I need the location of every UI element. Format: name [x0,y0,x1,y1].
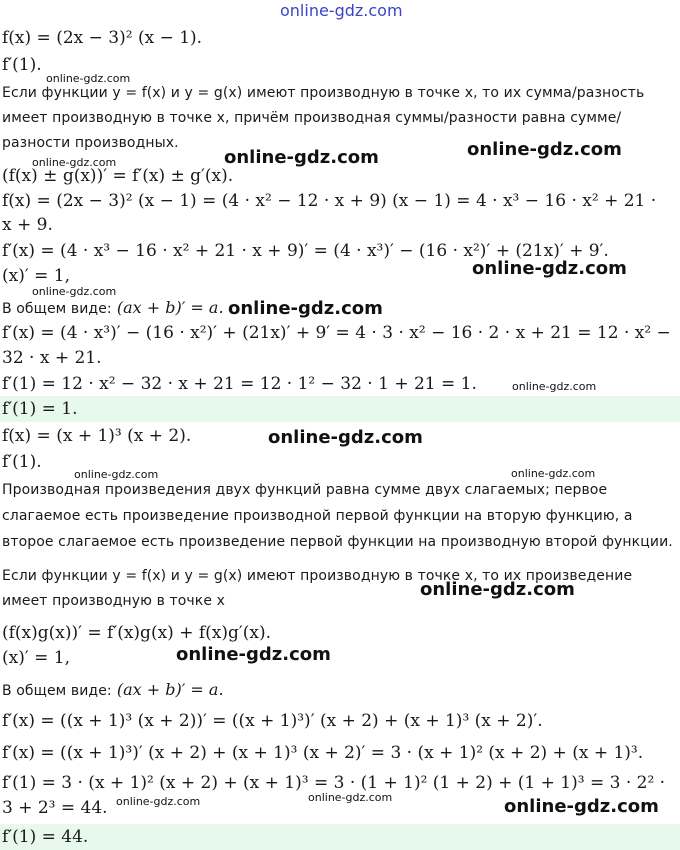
watermark: online-gdz.com [224,147,379,168]
part1-derivative-line: f′(x) = (4 · x³ − 16 · x² + 21 · x + 9)′ = (4 · x³)′ − (16 · x²)′ + (21x)′ + 9′. [2,241,609,261]
answer-highlight-1 [0,396,680,422]
watermark: online-gdz.com [116,795,201,808]
part2-derivative-calc: f′(x) = ((x + 1)³)′ (x + 2) + (x + 1)³ (x + 2)′ = 3 · (x + 1)² (x + 2) + (x + 1)³. [2,743,644,763]
part1-derivative-calc-line-2: 32 · x + 21. [2,348,102,368]
part1-general-formula: (ax + b)′ = a. [116,298,224,317]
part2-function: f(x) = (x + 1)³ (x + 2). [2,426,192,446]
part1-value-calc: f′(1) = 12 · x² − 32 · x + 21 = 12 · 1² − 32 · 1 + 21 = 1. [2,374,477,394]
part1-rule-line-2: имеет производную в точке x, причём производная суммы/разности равна сумме/ [2,110,622,126]
watermark: online-gdz.com [176,644,331,665]
part2-answer: f′(1) = 44. [2,827,89,847]
part2-general-formula: (ax + b)′ = a. [116,680,224,699]
watermark: online-gdz.com [511,467,596,480]
part2-general-label: В общем виде: [2,683,112,699]
watermark: online-gdz.com [228,298,383,319]
part1-rule-line-1: Если функции y = f(x) и y = g(x) имеют производную в точке x, то их сумма/разность [2,85,645,101]
part2-product-rule-line-3: второе слагаемое есть произведение первой функции на производную второй функции. [2,534,673,550]
part1-x-prime: (x)′ = 1, [2,266,70,286]
part2-rule-line-1: Если функции y = f(x) и y = g(x) имеют производную в точке x, то их произведение [2,568,633,584]
answer-highlight-2 [0,824,680,850]
watermark: online-gdz.com [472,258,627,279]
watermark: online-gdz.com [467,139,622,160]
part2-general-form [2,680,224,702]
part1-derivative-calc-line-1: f′(x) = (4 · x³)′ − (16 · x²)′ + (21x)′ + 9′ = 4 · 3 · x² − 16 · 2 · x + 21 = 12 · x² − [2,323,671,343]
watermark: online-gdz.com [46,72,131,85]
part1-expansion-line-1: f(x) = (2x − 3)² (x − 1) = (4 · x² − 12 · x + 9) (x − 1) = 4 · x³ − 16 · x² + 21 · [2,191,657,211]
part2-value-line-1: f′(1) = 3 · (x + 1)² (x + 2) + (x + 1)³ = 3 · (1 + 1)² (1 + 2) + (1 + 1)³ = 3 · 2² · [2,773,666,793]
watermark-top: online-gdz.com [280,1,403,20]
part1-general-form [2,298,224,320]
part2-x-prime: (x)′ = 1, [2,648,70,668]
part1-general-label: В общем виде: [2,301,112,317]
watermark: online-gdz.com [512,380,597,393]
part2-rule-line-2: имеет производную в точке x [2,593,226,609]
watermark: online-gdz.com [504,796,659,817]
part1-function: f(x) = (2x − 3)² (x − 1). [2,28,203,48]
part1-expansion-line-2: x + 9. [2,215,53,235]
part1-sum-rule-formula: (f(x) ± g(x))′ = f′(x) ± g′(x). [2,166,234,186]
part2-product-rule-line-2: слагаемое есть произведение производной первой функции на вторую функцию, а [2,508,633,524]
watermark: online-gdz.com [74,468,159,481]
watermark: online-gdz.com [32,285,117,298]
part1-answer: f′(1) = 1. [2,399,78,419]
part1-find: f′(1). [2,55,42,75]
part2-product-rule-line-1: Производная произведения двух функций равна сумме двух слагаемых; первое [2,482,608,498]
part2-find: f′(1). [2,452,42,472]
part2-product-rule-formula: (f(x)g(x))′ = f′(x)g(x) + f(x)g′(x). [2,623,271,643]
watermark: online-gdz.com [268,427,423,448]
part1-rule-line-3: разности производных. [2,135,179,151]
watermark: online-gdz.com [308,791,393,804]
watermark: online-gdz.com [32,156,117,169]
part2-derivative-line: f′(x) = ((x + 1)³ (x + 2))′ = ((x + 1)³)′ (x + 2) + (x + 1)³ (x + 2)′. [2,711,543,731]
watermark: online-gdz.com [420,579,575,600]
part2-value-line-2: 3 + 2³ = 44. [2,798,108,818]
